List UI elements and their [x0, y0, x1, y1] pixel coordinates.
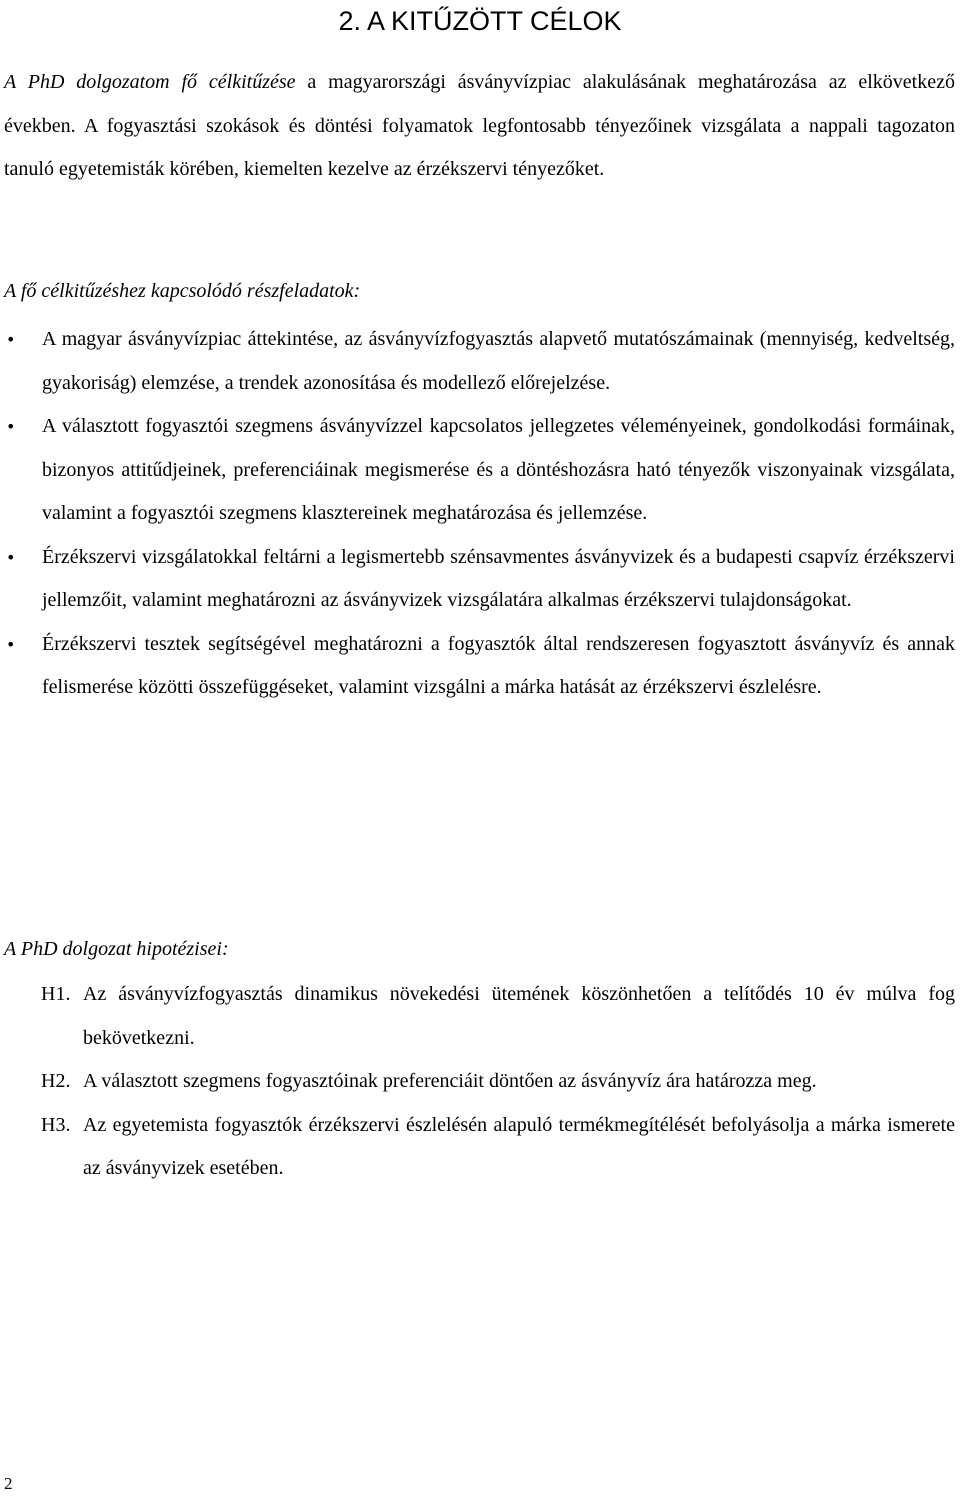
- intro-paragraph: [4, 61, 955, 192]
- list-item: [0, 536, 960, 623]
- bullet-icon: •: [6, 634, 16, 654]
- hypothesis-item: [0, 973, 960, 1060]
- hypothesis-number: H2.: [41, 1070, 71, 1092]
- intro-text: a magyarországi ásványvízpiac alakulásának meghatározása az elkövetkező években. A fogyasztási szokások és döntési folyamatok legfontosabb tényezőinek vizsgálata a nappali tagozaton tanuló egyetemisták körében, kiemelten kezelve az érzékszervi tényezőket.: [4, 71, 955, 180]
- bullet-icon: •: [6, 330, 16, 349]
- list-item-text: Érzékszervi tesztek segítségével meghatározni a fogyasztók által rendszeresen fogyasztott ásványvíz és annak felismerése közötti összefüggéseket, valamint vizsgálni a márka hatását az érzékszervi észlelésre.: [42, 632, 955, 698]
- hypothesis-text: Az ásványvízfogyasztás dinamikus növekedési ütemének köszönhetően a telítődés 10 év múlva fog bekövetkezni.: [83, 983, 955, 1049]
- hypothesis-item: [0, 1104, 960, 1191]
- hypothesis-text: Az egyetemista fogyasztók érzékszervi észlelésén alapuló termékmegítélését befolyásolja a márka ismerete az ásványvizek esetében.: [83, 1113, 955, 1179]
- list-item: [0, 318, 960, 405]
- hypothesis-number: H1.: [41, 983, 71, 1005]
- section-heading: 2. A KITŰZÖTT CÉLOK: [338, 6, 622, 36]
- list-item: [0, 623, 960, 710]
- hypothesis-text: A választott szegmens fogyasztóinak preferenciáit döntően az ásványvíz ára határozza meg.: [83, 1070, 817, 1092]
- subtasks-heading: A fő célkitűzéshez kapcsolódó részfeladatok:: [4, 280, 361, 302]
- intro-emphasis: A PhD dolgozatom fő célkitűzése: [4, 71, 296, 93]
- list-item-text: Érzékszervi vizsgálatokkal feltárni a legismertebb szénsavmentes ásványvizek és a budapesti csapvíz érzékszervi jellemzőit, valamint meghatározni az ásványvizek vizsgálatára alkalmas érzékszervi tulajdonságokat.: [42, 545, 955, 611]
- list-item-text: A magyar ásványvízpiac áttekintése, az ásványvízfogyasztás alapvető mutatószámainak (mennyiség, kedveltség, gyakoriság) elemzése, a trendek azonosítása és modellező előrejelzése.: [42, 328, 955, 394]
- list-item-text: A választott fogyasztói szegmens ásványvízzel kapcsolatos jellegzetes véleményeinek, gondolkodási formáinak, bizonyos attitűdjeinek, preferenciáinak megismerése és a döntéshozásra ható tényezők viszonyainak vizsgálata, valamint a fogyasztói szegmens klasztereinek meghatározása és jellemzése.: [42, 415, 955, 524]
- page-number: 2: [4, 1474, 13, 1493]
- subtask-list: [0, 318, 960, 710]
- hypotheses-heading: A PhD dolgozat hipotézisei:: [4, 938, 229, 960]
- bullet-icon: •: [6, 547, 16, 567]
- hypotheses-list: [0, 973, 960, 1191]
- hypothesis-item: [0, 1060, 960, 1104]
- hypothesis-number: H3.: [41, 1113, 71, 1136]
- bullet-icon: •: [6, 417, 16, 436]
- list-item: [0, 405, 960, 536]
